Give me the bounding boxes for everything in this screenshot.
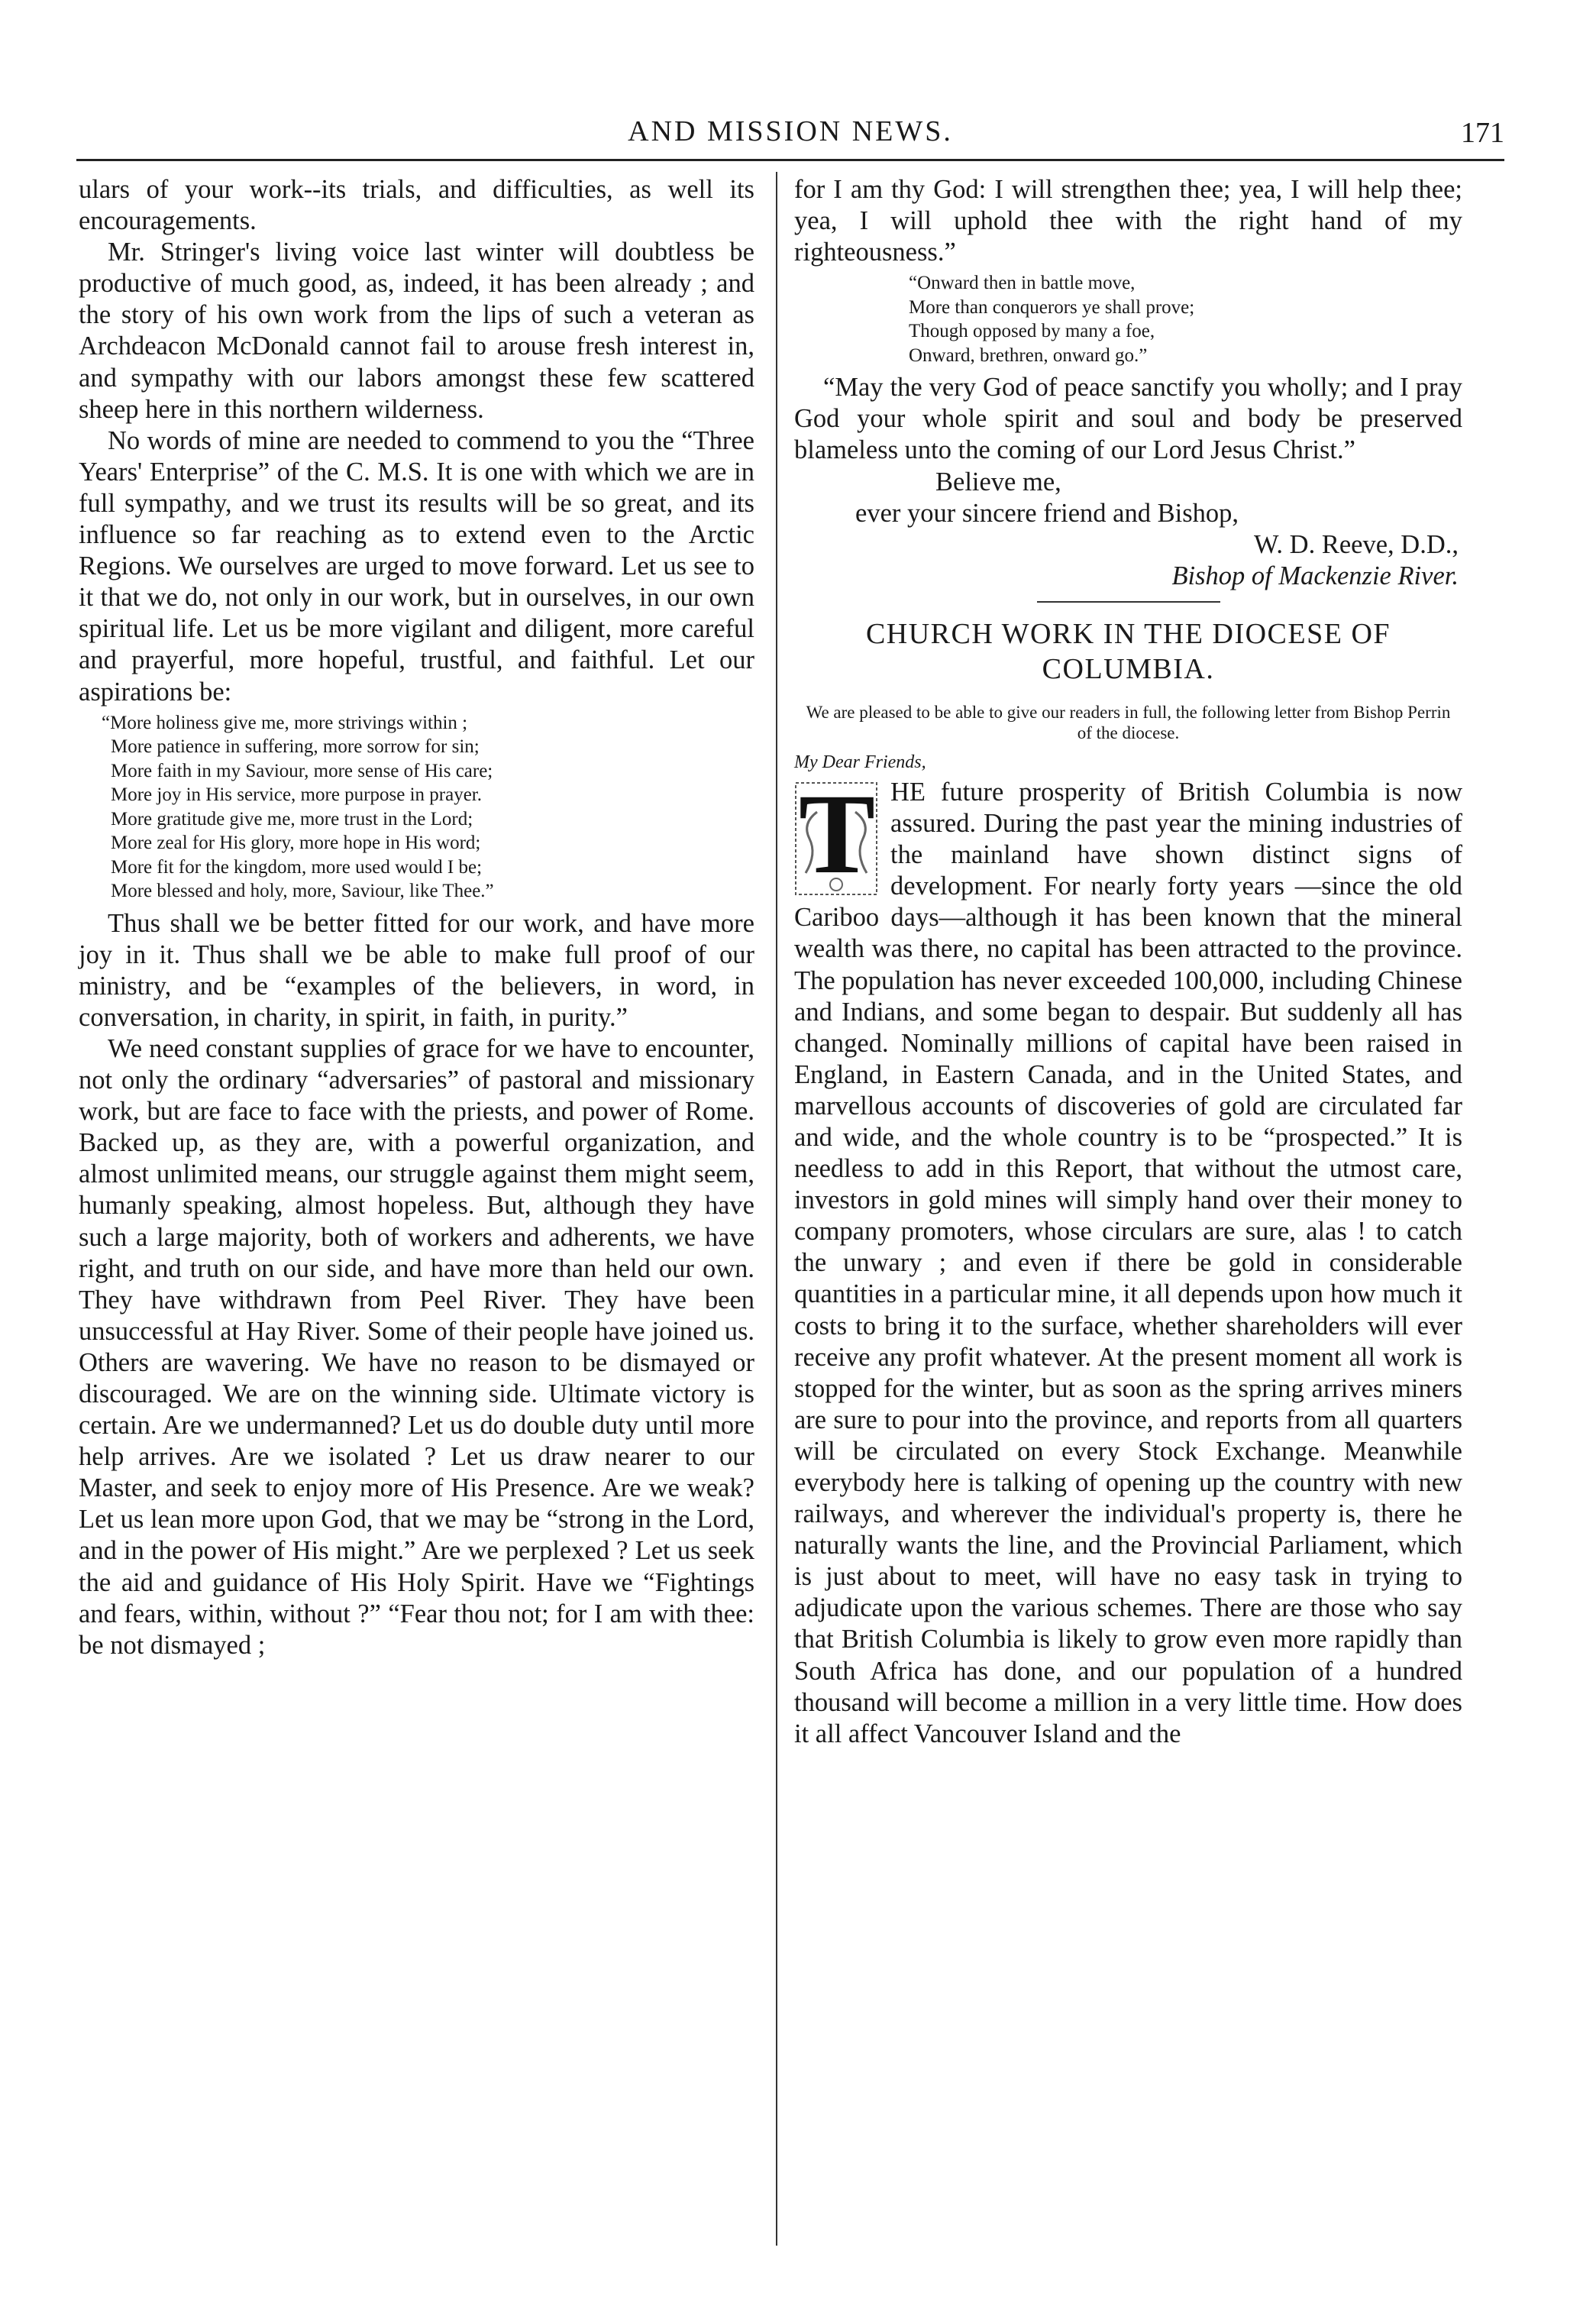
left-column: [79, 174, 754, 1661]
left-paragraph-5: We need constant supplies of grace for we have to encounter, not only the ordinary “adversaries” of pastoral and missionary work, but are face to face with the priests, and power of Rome. Backed up, as they are, with a powerful organization, and almost unlimited means, our struggle against them might seem, humanly speaking, almost hopeless. But, although they have such a large majority, both of workers and adherents, we have right, and truth on our side, and have more than held our own. They have withdrawn from Peel River. They have been unsuccessful at Hay River. Some of their people have joined us. Others are wavering. We have no reason to be dismayed or discouraged. We are on the winning side. Ultimate victory is certain. Are we undermanned? Let us do double duty until more help arrives. Are we isolated ? Let us draw nearer to our Master, and seek to enjoy more of His Presence. Are we weak? Let us lean more upon God, that we may be “strong in the Lord, and in the power of His might.” Are we perplexed ? Let us seek the aid and guidance of His Holy Spirit. Have we “Fightings and fears, within, without ?” “Fear thou not; for I am with thee: be not dismayed ;: [79, 1033, 754, 1660]
signature-title: Bishop of Mackenzie River.: [1171, 561, 1459, 590]
poem-line: Though opposed by many a foe,: [909, 321, 1155, 342]
poem-line: More joy in His service, more purpose in prayer.: [111, 784, 482, 806]
poem-line: More zeal for His glory, more hope in His word;: [111, 833, 481, 854]
poem-line: More blessed and holy, more, Saviour, like Thee.”: [111, 881, 494, 902]
left-paragraph-1: ulars of your work--its trials, and difficulties, as well its encouragements.: [79, 175, 754, 236]
right-paragraph-3: [794, 770, 1462, 1750]
closing-line-2: ever your sincere friend and Bishop,: [855, 498, 1239, 528]
poem-line: “Onward then in battle move,: [909, 273, 1136, 294]
running-title: AND MISSION NEWS.: [628, 115, 953, 147]
poem-line: “More holiness give me, more strivings within ;: [102, 712, 468, 733]
left-poem: [79, 711, 754, 904]
salutation: My Dear Friends,: [794, 752, 926, 772]
editor-note: We are pleased to be able to give our readers in full, the following letter from Bishop Perrin of the diocese.: [806, 702, 1451, 742]
signature-name: W. D. Reeve, D.D.,: [1254, 529, 1459, 559]
left-paragraph-2: Mr. Stringer's living voice last winter will doubtless be productive of much good, as, indeed, it has been already ; and the story of his own work from the lips of such a veteran as Archdeacon McDonald cannot fail to arouse fresh interest in, and sympathy with our labors amongst these few scattered sheep here in this northern wilderness.: [79, 238, 754, 424]
header-rule: [76, 159, 1504, 161]
left-paragraph-4: Thus shall we be better fitted for our work, and have more joy in it. Thus shall we be able to make full proof of our ministry, and be “examples of the believers, in word, in conversation, in charity, in spirit, in faith, in purity.”: [79, 908, 754, 1032]
right-paragraph-1: for I am thy God: I will strengthen thee; yea, I will help thee; yea, I will uphold thee with the right hand of my righteousness.”: [794, 175, 1462, 267]
poem-line: Onward, brethren, onward go.”: [909, 344, 1148, 366]
running-head: [76, 115, 1504, 153]
right-paragraph-2: “May the very God of peace sanctify you wholly; and I pray God your whole spirit and soul and body be preserved blameless unto the coming of our Lord Jesus Christ.”: [794, 373, 1462, 465]
poem-line: More faith in my Saviour, more sense of His care;: [111, 760, 493, 781]
poem-line: More gratitude give me, more trust in the Lord;: [111, 808, 473, 829]
page-number: 171: [1461, 117, 1504, 149]
section-heading: CHURCH WORK IN THE DIOCESE OF COLUMBIA.: [865, 617, 1391, 685]
right-paragraph-3-text: HE future prosperity of British Columbia is now assured. During the past year the mining industries of the mainland have shown distinct signs of development. For nearly forty years —since the old Cariboo days—although it has been known that the mineral wealth was there, no capital has been attracted to the province. The population has never exceeded 100,000, including Chinese and Indians, and some began to despair. But suddenly all has changed. Nominally millions of capital have been raised in England, in Eastern Canada, and in the United States, and marvellous accounts of discoveries of gold are circulated far and wide, and the whole country is to be “prospected.” It is needless to add in this Report, that without the utmost care, investors in gold mines will simply hand over their money to company promoters, whose circulars are sure, alas ! to catch the unwary ; and even if there be gold in considerable quantities in a particular mine, it all depends upon how much it costs to bring it to the surface, whether shareholders will ever receive any profit whatever. At the present moment all work is stopped for the winter, but as soon as the spring arrives miners are sure to pour into the province, and reports from all quarters will be circulated on every Stock Exchange. Meanwhile everybody here is talking of opening up the country with new railways, and wherever the individual's property is, there he naturally wants the line, and the Provincial Parliament, which is just about to meet, will have no easy task in trying to adjudicate upon the various schemes. There are those who say that British Columbia is likely to grow even more rapidly than South Africa has done, and our population of a hundred thousand will become a million in a very little time. How does it all affect Vancouver Island and the: [794, 777, 1462, 1748]
poem-line: More patience in suffering, more sorrow for sin;: [111, 736, 480, 758]
closing-line: Believe me,: [935, 467, 1061, 496]
left-paragraph-3: No words of mine are needed to commend to you the “Three Years' Enterprise” of the C. M.S. It is one with which we are in full sympathy, and we trust its results will be so great, and its influence so far reaching as to extend even to the Arctic Regions. We ourselves are urged to move forward. Let us see to it that we do, not only in our work, but in ourselves, in our own spiritual life. Let us be more vigilant and diligent, more careful and prayerful, more hopeful, trustful, and faithful. Let our aspirations be:: [79, 425, 754, 707]
section-divider: [1037, 601, 1220, 603]
right-column: [794, 174, 1462, 1750]
column-divider: [776, 172, 777, 2246]
right-poem: [794, 271, 1462, 367]
ornamental-initial: [794, 770, 878, 897]
poem-line: More than conquerors ye shall prove;: [909, 296, 1195, 318]
dropcap-letter: T: [799, 770, 876, 897]
poem-line: More fit for the kingdom, more used would I be;: [111, 856, 483, 878]
